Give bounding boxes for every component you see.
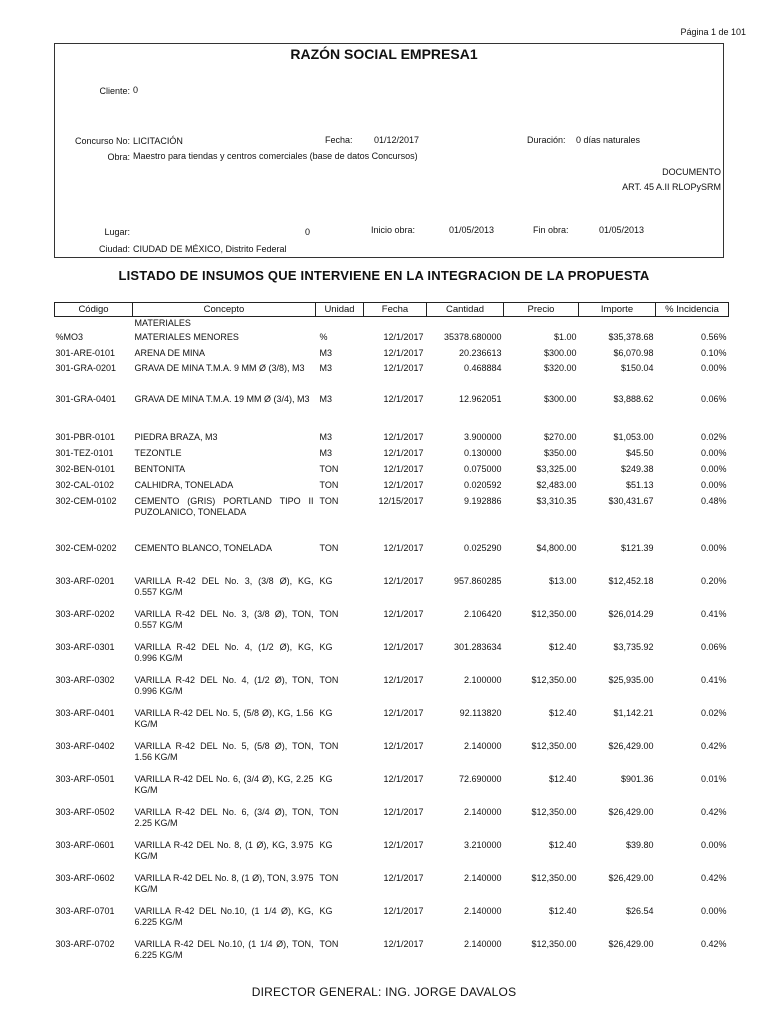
item-code: 303-ARF-0502: [55, 806, 115, 817]
item-incidence: 0.56%: [700, 331, 727, 342]
item-date: 12/1/2017: [383, 641, 424, 652]
start-value: 01/05/2013: [449, 225, 495, 235]
item-quantity: 2.140000: [463, 872, 502, 883]
item-date: 12/1/2017: [383, 740, 424, 751]
item-amount: $249.38: [620, 463, 654, 474]
item-concept: VARILLA R-42 DEL No.10, (1 1/4 Ø), TON, 6.225 KG/M: [134, 938, 314, 960]
item-date: 12/1/2017: [383, 431, 424, 442]
item-price: $12.40: [548, 773, 577, 784]
place-value: 0: [305, 227, 311, 237]
table-row: [55, 574, 729, 607]
item-incidence: 0.00%: [700, 362, 727, 373]
item-quantity: 2.140000: [463, 740, 502, 751]
contest-label: Concurso No:: [74, 136, 130, 146]
item-unit: TON: [319, 806, 339, 817]
item-price: $12.40: [548, 641, 577, 652]
item-incidence: 0.42%: [700, 806, 727, 817]
item-unit: TON: [319, 479, 339, 490]
item-quantity: 3.900000: [463, 431, 502, 442]
item-unit: TON: [319, 674, 339, 685]
item-code: 301-TEZ-0101: [55, 447, 114, 458]
table-row: [55, 838, 729, 871]
item-price: $12,350.00: [531, 872, 577, 883]
item-concept: CEMENTO (GRIS) PORTLAND TIPO II PUZOLANICO, TONELADA: [134, 495, 314, 517]
item-date: 12/1/2017: [383, 839, 424, 850]
item-code: 302-CEM-0202: [55, 542, 117, 553]
col-incidence: % Incidencia: [656, 303, 729, 317]
item-concept: VARILLA R-42 DEL No. 6, (3/4 Ø), TON, 2.25 KG/M: [134, 806, 314, 828]
start-label: Inicio obra:: [371, 225, 416, 235]
item-incidence: 0.20%: [700, 575, 727, 586]
item-amount: $25,935.00: [608, 674, 654, 685]
item-price: $300.00: [543, 393, 577, 404]
item-price: $300.00: [543, 347, 577, 358]
item-quantity: 2.140000: [463, 938, 502, 949]
item-price: $12,350.00: [531, 674, 577, 685]
item-quantity: 957.860285: [453, 575, 502, 586]
item-quantity: 0.020592: [463, 479, 502, 490]
item-unit: %: [319, 331, 328, 342]
table-row: [55, 805, 729, 838]
item-concept: MATERIALES MENORES: [134, 331, 239, 342]
item-unit: TON: [319, 608, 339, 619]
item-date: 12/1/2017: [383, 542, 424, 553]
item-code: 302-CEM-0102: [55, 495, 117, 506]
item-amount: $6,070.98: [613, 347, 654, 358]
footer-signature: DIRECTOR GENERAL: ING. JORGE DAVALOS: [251, 985, 517, 999]
item-amount: $1,142.21: [613, 707, 654, 718]
contest-value: LICITACIÓN: [133, 136, 183, 146]
item-incidence: 0.02%: [700, 707, 727, 718]
item-amount: $26.54: [625, 905, 654, 916]
item-code: 303-ARF-0201: [55, 575, 115, 586]
item-quantity: 72.690000: [458, 773, 502, 784]
item-quantity: 12.962051: [458, 393, 502, 404]
item-unit: M3: [319, 362, 333, 373]
item-quantity: 2.106420: [463, 608, 502, 619]
item-date: 12/1/2017: [383, 479, 424, 490]
category-label: MATERIALES: [134, 318, 191, 328]
item-code: 301-GRA-0201: [55, 362, 117, 373]
item-code: 303-ARF-0202: [55, 608, 115, 619]
item-incidence: 0.41%: [700, 608, 727, 619]
item-code: 302-BEN-0101: [55, 463, 116, 474]
item-concept: VARILLA R-42 DEL No. 5, (5/8 Ø), TON, 1.56 KG/M: [134, 740, 314, 762]
document-label: DOCUMENTO: [662, 167, 721, 177]
table-row: [55, 673, 729, 706]
item-concept: GRAVA DE MINA T.M.A. 9 MM Ø (3/8), M3: [134, 362, 305, 373]
item-price: $12.40: [548, 707, 577, 718]
item-unit: TON: [319, 872, 339, 883]
item-concept: VARILLA R-42 DEL No. 4, (1/2 Ø), TON, 0.996 KG/M: [134, 674, 314, 696]
item-amount: $26,014.29: [608, 608, 654, 619]
end-value: 01/05/2013: [599, 225, 645, 235]
date-value: 01/12/2017: [374, 135, 420, 145]
item-code: 302-CAL-0102: [55, 479, 115, 490]
item-quantity: 20.236613: [458, 347, 502, 358]
item-unit: TON: [319, 740, 339, 751]
item-unit: TON: [319, 542, 339, 553]
item-incidence: 0.42%: [700, 740, 727, 751]
item-incidence: 0.06%: [700, 641, 727, 652]
table-row: [55, 640, 729, 673]
item-concept: VARILLA R-42 DEL No. 8, (1 Ø), TON, 3.975 KG/M: [134, 872, 314, 894]
item-unit: TON: [319, 495, 339, 506]
item-concept: VARILLA R-42 DEL No. 4, (1/2 Ø), KG, 0.996 KG/M: [134, 641, 314, 663]
item-concept: VARILLA R-42 DEL No. 8, (1 Ø), KG, 3.975 KG/M: [134, 839, 314, 861]
table-row: [55, 772, 729, 805]
city-label: Ciudad:: [98, 244, 130, 254]
item-date: 12/1/2017: [383, 938, 424, 949]
item-code: 303-ARF-0402: [55, 740, 115, 751]
item-price: $12.40: [548, 839, 577, 850]
item-price: $12,350.00: [531, 806, 577, 817]
item-concept: VARILLA R-42 DEL No. 6, (3/4 Ø), KG, 2.25 KG/M: [134, 773, 314, 795]
item-quantity: 0.130000: [463, 447, 502, 458]
table-row: [55, 739, 729, 772]
item-code: 303-ARF-0301: [55, 641, 115, 652]
items-table: [54, 302, 729, 961]
col-date: Fecha: [364, 303, 427, 317]
item-unit: M3: [319, 347, 333, 358]
item-code: 303-ARF-0602: [55, 872, 115, 883]
list-title: LISTADO DE INSUMOS QUE INTERVIENE EN LA INTEGRACION DE LA PROPUESTA: [118, 268, 650, 283]
item-concept: CEMENTO BLANCO, TONELADA: [134, 542, 273, 553]
item-code: 301-PBR-0101: [55, 431, 116, 442]
item-quantity: 2.140000: [463, 905, 502, 916]
item-concept: VARILLA R-42 DEL No. 3, (3/8 Ø), KG, 0.557 KG/M: [134, 575, 314, 597]
item-amount: $150.04: [620, 362, 654, 373]
item-incidence: 0.10%: [700, 347, 727, 358]
item-incidence: 0.06%: [700, 393, 727, 404]
item-unit: M3: [319, 431, 333, 442]
item-price: $12,350.00: [531, 938, 577, 949]
item-quantity: 92.113820: [459, 707, 502, 718]
client-value: 0: [133, 85, 139, 95]
table-row: [55, 330, 729, 346]
end-label: Fin obra:: [533, 225, 569, 235]
item-amount: $45.50: [625, 447, 654, 458]
item-amount: $12,452.18: [608, 575, 654, 586]
item-date: 12/1/2017: [383, 347, 424, 358]
place-label: Lugar:: [104, 227, 130, 237]
client-label: Cliente:: [99, 86, 130, 96]
item-date: 12/1/2017: [383, 463, 424, 474]
item-date: 12/1/2017: [383, 806, 424, 817]
item-amount: $3,735.92: [613, 641, 654, 652]
page-number: Página 1 de 101: [680, 27, 746, 37]
item-date: 12/1/2017: [383, 331, 424, 342]
item-price: $270.00: [543, 431, 577, 442]
item-code: 303-ARF-0702: [55, 938, 115, 949]
item-unit: KG: [319, 707, 333, 718]
item-amount: $1,053.00: [613, 431, 654, 442]
item-price: $350.00: [543, 447, 577, 458]
item-price: $4,800.00: [536, 542, 577, 553]
table-row: [55, 392, 729, 430]
table-row: [55, 607, 729, 640]
table-row: [55, 706, 729, 739]
item-incidence: 0.00%: [700, 905, 727, 916]
item-amount: $3,888.62: [613, 393, 654, 404]
item-concept: ARENA DE MINA: [134, 347, 206, 358]
table-row: [55, 346, 729, 361]
item-amount: $51.13: [625, 479, 654, 490]
item-price: $2,483.00: [536, 479, 577, 490]
item-code: 303-ARF-0501: [55, 773, 115, 784]
item-unit: TON: [319, 938, 339, 949]
table-row: [55, 478, 729, 494]
item-unit: TON: [319, 463, 339, 474]
item-unit: KG: [319, 839, 333, 850]
item-concept: PIEDRA BRAZA, M3: [134, 431, 218, 442]
item-code: 301-GRA-0401: [55, 393, 117, 404]
item-date: 12/1/2017: [383, 905, 424, 916]
item-quantity: 2.140000: [463, 806, 502, 817]
item-date: 12/1/2017: [383, 575, 424, 586]
table-row: [55, 494, 729, 541]
item-amount: $26,429.00: [608, 938, 654, 949]
table-row: [55, 462, 729, 478]
item-quantity: 2.100000: [463, 674, 502, 685]
item-incidence: 0.42%: [700, 872, 727, 883]
table-header-row: [55, 303, 729, 317]
item-date: 12/1/2017: [383, 707, 424, 718]
item-amount: $26,429.00: [608, 872, 654, 883]
item-unit: KG: [319, 641, 333, 652]
item-amount: $39.80: [625, 839, 654, 850]
item-amount: $35,378.68: [608, 331, 654, 342]
item-incidence: 0.00%: [700, 542, 727, 553]
table-row: [55, 541, 729, 574]
item-concept: VARILLA R-42 DEL No.10, (1 1/4 Ø), KG, 6.225 KG/M: [134, 905, 314, 927]
item-quantity: 0.468884: [463, 362, 502, 373]
item-date: 12/1/2017: [383, 447, 424, 458]
col-quantity: Cantidad: [427, 303, 504, 317]
table-row: [55, 361, 729, 392]
col-unit: Unidad: [316, 303, 364, 317]
item-price: $320.00: [543, 362, 577, 373]
city-value: CIUDAD DE MÉXICO, Distrito Federal: [133, 244, 287, 254]
duration-value: 0 días naturales: [576, 135, 641, 145]
item-code: 303-ARF-0401: [55, 707, 115, 718]
item-concept: VARILLA R-42 DEL No. 3, (3/8 Ø), TON, 0.557 KG/M: [134, 608, 314, 630]
table-row: [55, 937, 729, 961]
company-name: RAZÓN SOCIAL EMPRESA1: [290, 46, 478, 62]
item-incidence: 0.00%: [700, 839, 727, 850]
item-concept: GRAVA DE MINA T.M.A. 19 MM Ø (3/4), M3: [134, 393, 310, 404]
item-date: 12/1/2017: [383, 362, 424, 373]
item-code: %MO3: [55, 331, 84, 342]
item-price: $12,350.00: [531, 608, 577, 619]
item-incidence: 0.00%: [700, 463, 727, 474]
table-row: [55, 430, 729, 446]
item-date: 12/15/2017: [378, 495, 424, 506]
item-concept: TEZONTLE: [134, 447, 182, 458]
item-price: $13.00: [548, 575, 577, 586]
item-amount: $121.39: [620, 542, 654, 553]
item-incidence: 0.00%: [700, 479, 727, 490]
item-unit: KG: [319, 575, 333, 586]
col-concept: Concepto: [133, 303, 316, 317]
document-article: ART. 45 A.II RLOPySRM: [622, 182, 721, 192]
item-code: 303-ARF-0302: [55, 674, 115, 685]
item-quantity: 0.075000: [463, 463, 502, 474]
item-price: $12,350.00: [531, 740, 577, 751]
item-date: 12/1/2017: [383, 608, 424, 619]
item-price: $1.00: [553, 331, 577, 342]
table-row: [55, 904, 729, 937]
item-unit: KG: [319, 905, 333, 916]
work-label: Obra:: [107, 152, 130, 162]
work-value: Maestro para tiendas y centros comerciales (base de datos Concursos): [133, 151, 418, 161]
item-quantity: 9.192886: [463, 495, 502, 506]
item-unit: M3: [319, 393, 333, 404]
item-date: 12/1/2017: [383, 773, 424, 784]
item-date: 12/1/2017: [383, 393, 424, 404]
item-concept: CALHIDRA, TONELADA: [134, 479, 234, 490]
item-price: $3,325.00: [536, 463, 577, 474]
item-code: 301-ARE-0101: [55, 347, 116, 358]
item-unit: KG: [319, 773, 333, 784]
item-unit: M3: [319, 447, 333, 458]
item-amount: $26,429.00: [608, 740, 654, 751]
item-concept: BENTONITA: [134, 463, 186, 474]
item-quantity: 3.210000: [463, 839, 502, 850]
duration-label: Duración:: [527, 135, 566, 145]
item-incidence: 0.42%: [700, 938, 727, 949]
item-date: 12/1/2017: [383, 674, 424, 685]
item-code: 303-ARF-0701: [55, 905, 115, 916]
item-incidence: 0.00%: [700, 447, 727, 458]
item-incidence: 0.02%: [700, 431, 727, 442]
item-amount: $30,431.67: [608, 495, 654, 506]
category-row: [55, 317, 729, 330]
item-incidence: 0.01%: [700, 773, 727, 784]
col-price: Precio: [504, 303, 579, 317]
item-date: 12/1/2017: [383, 872, 424, 883]
col-amount: Importe: [579, 303, 656, 317]
date-label: Fecha:: [325, 135, 353, 145]
item-amount: $26,429.00: [608, 806, 654, 817]
item-price: $12.40: [548, 905, 577, 916]
item-concept: VARILLA R-42 DEL No. 5, (5/8 Ø), KG, 1.56 KG/M: [134, 707, 314, 729]
item-incidence: 0.48%: [700, 495, 727, 506]
item-amount: $901.36: [620, 773, 654, 784]
item-price: $3,310.35: [536, 495, 577, 506]
item-quantity: 0.025290: [463, 542, 502, 553]
item-incidence: 0.41%: [700, 674, 727, 685]
item-code: 303-ARF-0601: [55, 839, 115, 850]
table-row: [55, 871, 729, 904]
col-code: Código: [55, 303, 133, 317]
item-quantity: 35378.680000: [443, 331, 502, 342]
table-row: [55, 446, 729, 462]
item-quantity: 301.283634: [453, 641, 502, 652]
